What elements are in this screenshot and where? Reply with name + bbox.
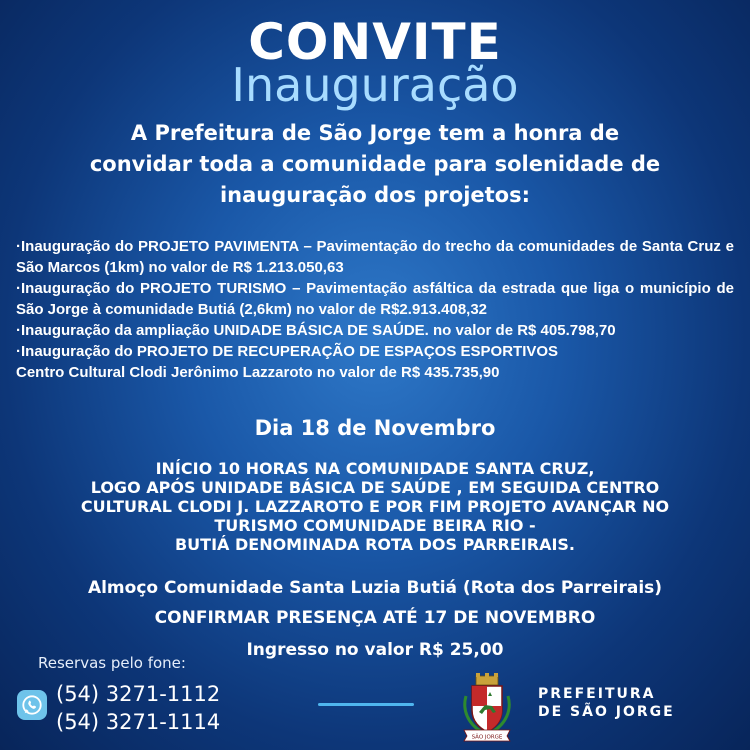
intro-text xyxy=(0,118,750,211)
intro-line: inauguração dos projetos: xyxy=(219,183,531,207)
event-schedule xyxy=(0,459,750,554)
ticket-price: Ingresso no valor R$ 25,00 xyxy=(246,640,504,660)
intro-line: A Prefeitura de São Jorge tem a honra de xyxy=(130,121,620,145)
whatsapp-icon[interactable] xyxy=(17,690,47,720)
org-name-line: PREFEITURA xyxy=(538,686,656,702)
project-item: ·Inauguração do PROJETO TURISMO – Pavimentação asfáltica da estrada que liga o município de São Jorge à comunidade Butiá (2,6km) no valor de R$2.913.408,32 xyxy=(16,280,734,318)
project-item: ·Inauguração do PROJETO DE RECUPERAÇÃO DE ESPAÇOS ESPORTIVOS xyxy=(16,343,559,360)
municipal-crest-icon xyxy=(452,672,522,742)
project-list xyxy=(16,236,734,383)
crest-ribbon-text: SÃO JORGE xyxy=(471,734,503,741)
org-name-line: DE SÃO JORGE xyxy=(538,704,675,720)
project-item: ·Inauguração do PROJETO PAVIMENTA – Pavimentação do trecho da comunidades de Santa Cruz e São Marcos (1km) no valor de R$ 1.213.050,63 xyxy=(16,238,734,276)
poster-subtitle: Inauguração xyxy=(231,58,519,112)
schedule-line: INÍCIO 10 HORAS NA COMUNIDADE SANTA CRUZ, xyxy=(155,459,595,478)
schedule-line: TURISMO COMUNIDADE BEIRA RIO - xyxy=(214,516,536,535)
project-item: ·Inauguração da ampliação UNIDADE BÁSICA DE SAÚDE. no valor de R$ 405.798,70 xyxy=(16,322,616,339)
poster-title: CONVITE xyxy=(248,13,502,71)
lunch-info: Almoço Comunidade Santa Luzia Butiá (Rota dos Parreirais) xyxy=(87,578,663,598)
intro-line: convidar toda a comunidade para solenidade de xyxy=(89,152,661,176)
reservations-label: Reservas pelo fone: xyxy=(38,654,186,672)
schedule-line: BUTIÁ DENOMINADA ROTA DOS PARREIRAIS. xyxy=(174,535,576,554)
project-item: Centro Cultural Clodi Jerônimo Lazzaroto no valor de R$ 435.735,90 xyxy=(16,364,500,381)
schedule-line: LOGO APÓS UNIDADE BÁSICA DE SAÚDE , EM SEGUIDA CENTRO xyxy=(90,478,660,497)
phone-number[interactable]: (54) 3271-1112 xyxy=(56,682,221,706)
event-date: Dia 18 de Novembro xyxy=(254,416,496,440)
phone-number[interactable]: (54) 3271-1114 xyxy=(56,710,221,734)
divider-line xyxy=(318,703,414,706)
rsvp-deadline: CONFIRMAR PRESENÇA ATÉ 17 DE NOVEMBRO xyxy=(154,608,596,628)
schedule-line: CULTURAL CLODI J. LAZZAROTO E POR FIM PROJETO AVANÇAR NO xyxy=(80,497,670,516)
